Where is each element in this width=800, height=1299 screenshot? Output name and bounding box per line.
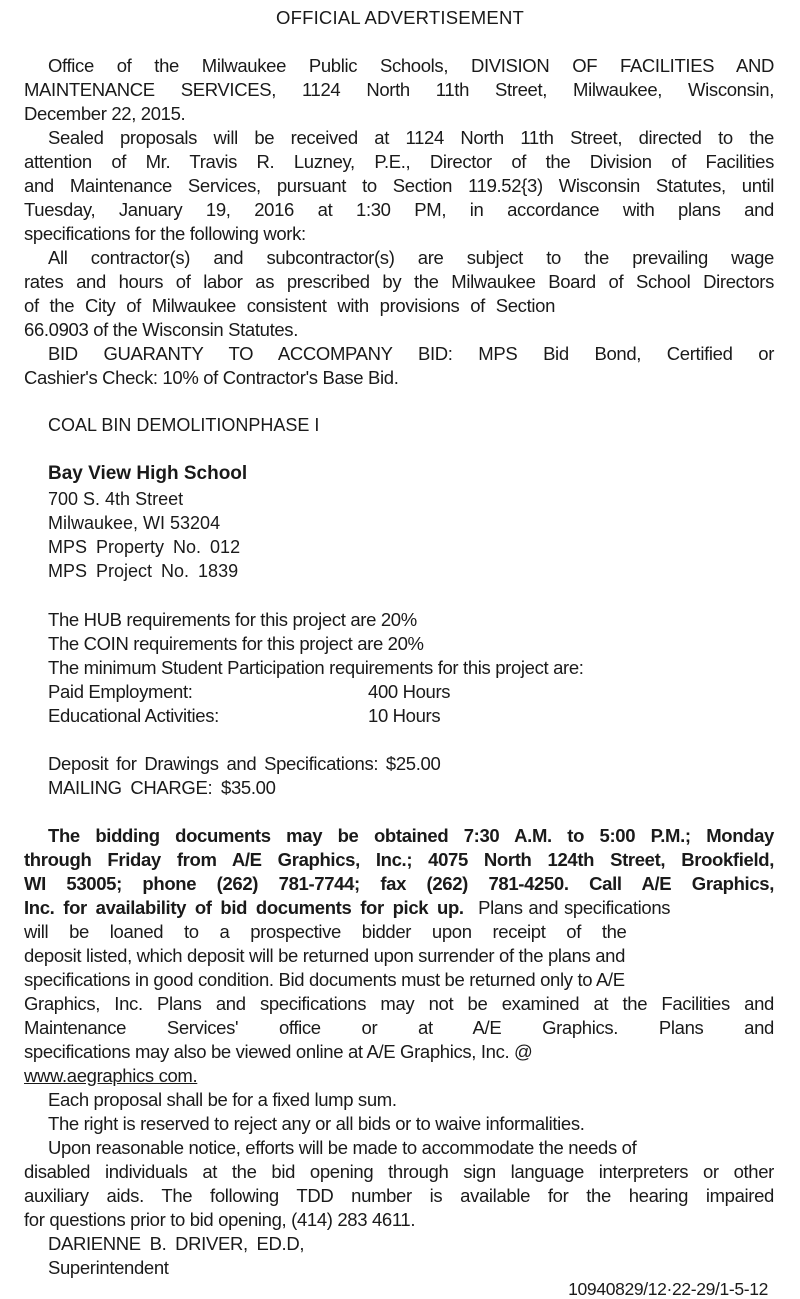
bidding-docs-line-2: through Friday from A/E Graphics, Inc.; 4075 North 124th Street, Brookfield, — [24, 849, 774, 870]
wages-line-4: 66.0903 of the Wisconsin Statutes. — [24, 319, 298, 340]
accommodation-line-3: auxiliary aids. The following TDD number is available for the hearing impaired — [24, 1185, 774, 1206]
bidding-docs-line-4 — [24, 896, 670, 920]
educational-activities-label: Educational Activities: — [48, 705, 219, 726]
aegraphics-website-link[interactable]: www.aegraphics com. — [24, 1065, 198, 1086]
school-name: Bay View High School — [48, 463, 248, 484]
proposals-line-5: specifications for the following work: — [24, 223, 306, 244]
school-address-line-2: Milwaukee, WI 53204 — [48, 513, 221, 533]
proposals-line-4: Tuesday, January 19, 2016 at 1:30 PM, in accordance with plans and — [24, 199, 774, 220]
intro-line-1: Office of the Milwaukee Public Schools, DIVISION OF FACILITIES AND — [48, 55, 774, 76]
bidding-docs-line-8: Graphics, Inc. Plans and specifications may not be examined at the Facilities and — [24, 993, 774, 1014]
student-participation-intro: The minimum Student Participation requirements for this project are: — [48, 657, 584, 678]
mailing-charge: MAILING CHARGE: $35.00 — [48, 777, 276, 798]
bidding-docs-line-10: specifications may also be viewed online at A/E Graphics, Inc. @ — [24, 1041, 533, 1062]
school-address-line-1: 700 S. 4th Street — [48, 489, 184, 509]
bidding-docs-line-1: The bidding documents may be obtained 7:30 A.M. to 5:00 P.M.; Monday — [48, 825, 774, 846]
educational-activities-value: 10 Hours — [368, 705, 441, 726]
plans-specs-start: Plans and specifications — [478, 897, 671, 918]
bidding-docs-line-7: specifications in good condition. Bid documents must be returned only to A/E — [24, 969, 625, 990]
paid-employment-value: 400 Hours — [368, 681, 451, 702]
reference-code: 10940829/12·22-29/1-5-12 — [568, 1279, 768, 1299]
proposals-line-1: Sealed proposals will be received at 1124 North 11th Street, directed to the — [48, 127, 774, 148]
reserved-rights-statement: The right is reserved to reject any or all bids or to waive informalities. — [48, 1113, 585, 1134]
signatory-name: DARIENNE B. DRIVER, ED.D, — [48, 1233, 305, 1254]
lump-sum-statement: Each proposal shall be for a fixed lump sum. — [48, 1089, 397, 1110]
hub-requirement: The HUB requirements for this project are 20% — [48, 609, 417, 630]
bidding-docs-line-5: will be loaned to a prospective bidder upon receipt of the — [24, 921, 627, 942]
property-number: MPS Property No. 012 — [48, 537, 241, 557]
intro-line-2: MAINTENANCE SERVICES, 1124 North 11th Street, Milwaukee, Wisconsin, — [24, 79, 774, 100]
bidding-docs-line-3: WI 53005; phone (262) 781-7744; fax (262) 781-4250. Call A/E Graphics, — [24, 873, 774, 894]
pickup-notice: Inc. for availability of bid documents for pick up. — [24, 897, 464, 918]
wages-line-2: rates and hours of labor as prescribed by the Milwaukee Board of School Directors — [24, 271, 774, 292]
deposit-charge: Deposit for Drawings and Specifications: $25.00 — [48, 753, 441, 774]
coin-requirement: The COIN requirements for this project are 20% — [48, 633, 424, 654]
document-title: OFFICIAL ADVERTISEMENT — [275, 7, 525, 28]
project-name: COAL BIN DEMOLITIONPHASE I — [48, 415, 320, 435]
accommodation-line-4: for questions prior to bid opening, (414) 283 4611. — [24, 1209, 416, 1230]
wages-line-1: All contractor(s) and subcontractor(s) are subject to the prevailing wage — [48, 247, 774, 268]
bidding-docs-line-9: Maintenance Services' office or at A/E Graphics. Plans and — [24, 1017, 774, 1038]
bid-guaranty-line-1: BID GUARANTY TO ACCOMPANY BID: MPS Bid Bond, Certified or — [48, 343, 774, 364]
project-number: MPS Project No. 1839 — [48, 561, 239, 581]
accommodation-line-1: Upon reasonable notice, efforts will be made to accommodate the needs of — [48, 1137, 637, 1158]
intro-line-3: December 22, 2015. — [24, 103, 186, 124]
bidding-docs-line-6: deposit listed, which deposit will be returned upon surrender of the plans and — [24, 945, 626, 966]
bid-guaranty-line-2: Cashier's Check: 10% of Contractor's Base Bid. — [24, 367, 399, 388]
accommodation-line-2: disabled individuals at the bid opening through sign language interpreters or other — [24, 1161, 774, 1182]
paid-employment-label: Paid Employment: — [48, 681, 193, 702]
wages-line-3: of the City of Milwaukee consistent with provisions of Section — [24, 295, 556, 316]
signatory-role: Superintendent — [48, 1257, 169, 1278]
proposals-line-3: and Maintenance Services, pursuant to Section 119.52{3) Wisconsin Statutes, until — [24, 175, 774, 196]
proposals-line-2: attention of Mr. Travis R. Luzney, P.E., Director of the Division of Facilities — [24, 151, 774, 172]
